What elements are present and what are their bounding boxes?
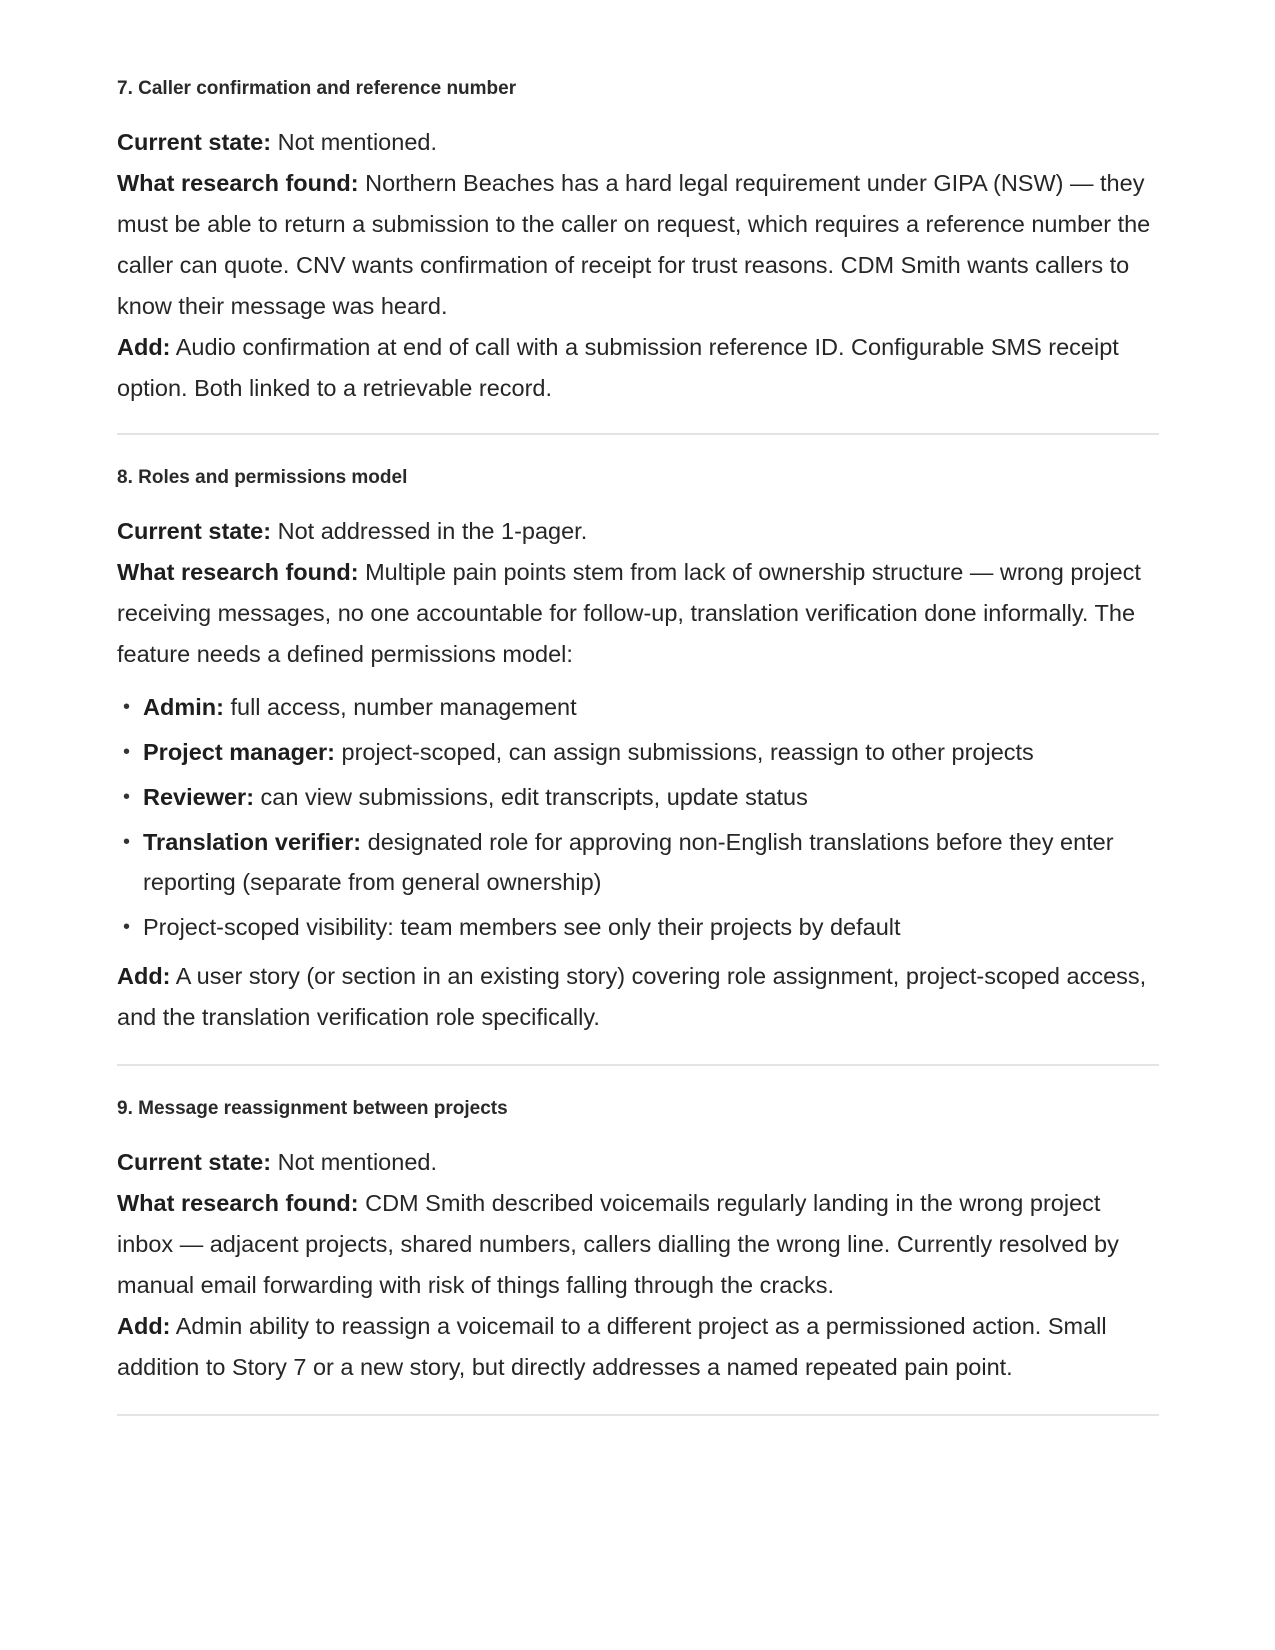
add-text: A user story (or section in an existing story) covering role assignment, project-scoped access, and the translation verification role specifically. (117, 963, 1147, 1030)
section-divider (117, 1414, 1159, 1416)
current-state-paragraph (117, 1142, 1159, 1183)
bullet-dot-icon: • (123, 696, 131, 718)
role-label: Translation verifier: (143, 829, 362, 855)
section-9 (117, 1095, 1159, 1388)
research-text: Northern Beaches has a hard legal requirement under GIPA (NSW) — they must be able to return a submission to the caller on request, which requires a reference number the caller can quote. CNV wants confirmation of receipt for trust reasons. CDM Smith wants callers to know their message was heard. (117, 170, 1151, 319)
current-state-paragraph (117, 122, 1159, 163)
bullet-dot-icon: • (123, 741, 131, 763)
list-item (117, 822, 1159, 902)
add-text: Admin ability to reassign a voicemail to a different project as a permissioned action. Small addition to Story 7 or a new story, but directly addresses a named repeated pain point. (117, 1313, 1107, 1380)
research-paragraph (117, 552, 1159, 675)
current-state-text: Not addressed in the 1-pager. (271, 518, 588, 544)
research-label: What research found: (117, 170, 359, 196)
list-item (117, 907, 1159, 947)
current-state-paragraph (117, 511, 1159, 552)
bullet-dot-icon: • (123, 831, 131, 853)
section-divider (117, 1064, 1159, 1066)
current-state-label: Current state: (117, 1149, 272, 1175)
add-paragraph (117, 1306, 1159, 1388)
section-divider (117, 433, 1159, 435)
document-page (117, 75, 1159, 1416)
add-label: Add: (117, 963, 171, 989)
role-text: designated role for approving non-English translations before they enter reporting (separate from general ownership) (143, 829, 1114, 895)
current-state-label: Current state: (117, 518, 272, 544)
section-8 (117, 464, 1159, 1038)
role-label: Reviewer: (143, 784, 255, 810)
section-heading: 9. Message reassignment between projects (117, 1098, 508, 1119)
list-item (117, 732, 1159, 772)
bullet-dot-icon: • (123, 916, 131, 938)
role-label: Project manager: (143, 739, 335, 765)
research-paragraph (117, 163, 1159, 327)
list-item (117, 687, 1159, 727)
research-label: What research found: (117, 1190, 359, 1216)
research-paragraph (117, 1183, 1159, 1306)
permissions-list (117, 687, 1159, 947)
add-paragraph (117, 327, 1159, 409)
section-heading: 7. Caller confirmation and reference number (117, 78, 517, 99)
bullet-dot-icon: • (123, 786, 131, 808)
add-label: Add: (117, 334, 171, 360)
current-state-label: Current state: (117, 129, 272, 155)
list-item (117, 777, 1159, 817)
role-text: project-scoped, can assign submissions, reassign to other projects (334, 739, 1034, 765)
research-text: CDM Smith described voicemails regularly landing in the wrong project inbox — adjacent projects, shared numbers, callers dialling the wrong line. Currently resolved by manual email forwarding with risk of things falling through the cracks. (117, 1190, 1119, 1298)
current-state-text: Not mentioned. (271, 1149, 437, 1175)
role-text: Project-scoped visibility: team members see only their projects by default (143, 914, 901, 940)
add-label: Add: (117, 1313, 171, 1339)
role-text: full access, number management (223, 694, 577, 720)
section-7 (117, 75, 1159, 409)
add-paragraph (117, 956, 1159, 1038)
add-text: Audio confirmation at end of call with a submission reference ID. Configurable SMS receipt option. Both linked to a retrievable record. (117, 334, 1119, 401)
role-text: can view submissions, edit transcripts, update status (254, 784, 808, 810)
section-heading: 8. Roles and permissions model (117, 467, 408, 488)
role-label: Admin: (143, 694, 224, 720)
current-state-text: Not mentioned. (271, 129, 437, 155)
research-text: Multiple pain points stem from lack of ownership structure — wrong project receiving messages, no one accountable for follow-up, translation verification done informally. The feature needs a defined permissions model: (117, 559, 1141, 667)
research-label: What research found: (117, 559, 359, 585)
